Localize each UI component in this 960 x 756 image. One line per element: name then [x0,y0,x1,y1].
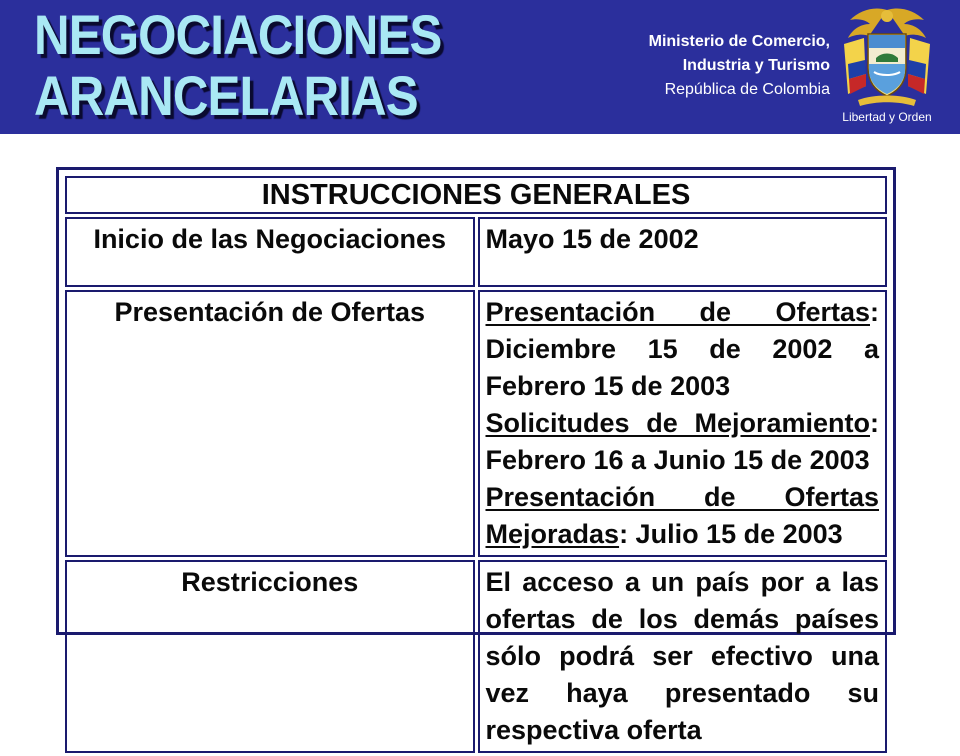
ministry-block [649,30,830,102]
ministry-line-2: Industria y Turismo [682,57,830,74]
page-title [34,4,441,126]
schedule-term: Solicitudes de Mejoramiento [485,408,870,438]
row-label-presentacion: Presentación de Ofertas [65,290,475,557]
row-value-restricciones: El acceso a un país por a las ofertas de los demás países sólo podrá ser efectivo una vez haya presentado su respectiva oferta [478,560,888,753]
schedule-item [486,479,880,553]
instructions-table [56,167,896,745]
schedule-item [486,294,880,405]
schedule-term: Presentación de Ofertas [485,297,870,327]
table-row [65,217,887,287]
row-value-inicio: Mayo 15 de 2002 [478,217,888,287]
title-line-1: NEGOCIACIONES [34,3,442,66]
row-label-restricciones: Restricciones [65,560,475,753]
title-line-2: ARANCELARIAS [34,64,418,127]
seal-motto: Libertad y Orden [842,110,932,124]
ministry-line-1: Ministerio de Comercio, [648,33,830,50]
table-row [65,290,887,557]
row-label-inicio: Inicio de las Negociaciones [65,217,475,287]
schedule-term: Presentación de Ofertas Mejoradas [485,482,879,549]
header-banner [0,0,960,134]
schedule-text: : Febrero 16 a Junio 15 de 2003 [485,408,879,475]
schedule-item [486,405,880,479]
row-value-presentacion [478,290,888,557]
ministry-line-3: República de Colombia [664,81,830,98]
table-heading: INSTRUCCIONES GENERALES [65,176,887,214]
schedule-text: : Diciembre 15 de 2002 a Febrero 15 de 2003 [485,297,879,401]
schedule-text: : Julio 15 de 2003 [619,519,843,549]
coat-of-arms-icon [838,4,936,128]
table-row [65,560,887,753]
